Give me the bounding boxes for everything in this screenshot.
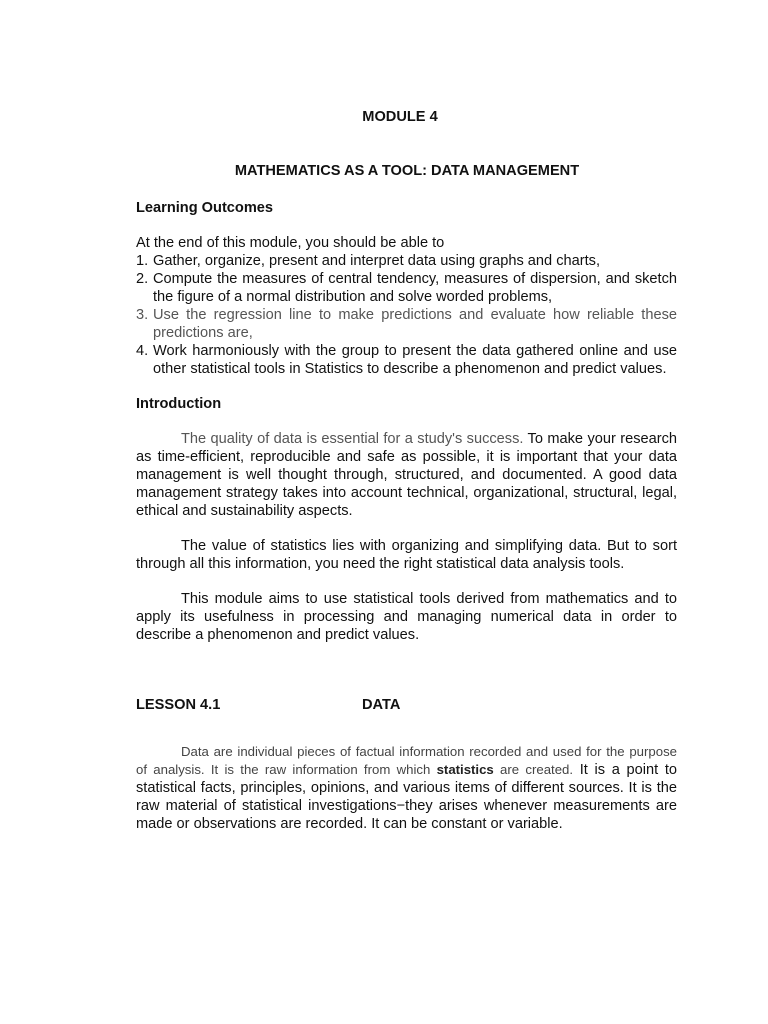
outcome-item [136, 252, 677, 270]
data-paragraph-rest: It is a point to statistical facts, principles, opinions, and various items of different sources. It is the raw material of statistical investigations−they arises whenever measurements are made or observations are recorded. It can be constant or variable. [136, 762, 677, 832]
lesson-name: DATA [362, 697, 401, 713]
outcome-text: Compute the measures of central tendency, measures of dispersion, and sketch the figure of a normal distribution and solve worded problems, [153, 271, 677, 305]
introduction-paragraph-rest: To make your research as time-efficient, reproducible and safe as possible, it is important that your data management is well thought through, structured, and documented. A good data management strategy takes into account technical, organizational, structural, legal, ethical and sustainability aspects. [136, 431, 677, 519]
outcome-text: Use the regression line to make predictions and evaluate how reliable these predictions are, [153, 307, 677, 341]
lesson-number: LESSON 4.1 [136, 697, 221, 713]
outcome-item [136, 342, 677, 378]
data-paragraph [136, 743, 677, 833]
learning-outcomes-list [136, 252, 677, 378]
introduction-paragraph: The value of statistics lies with organizing and simplifying data. But to sort through all this information, you need the right statistical data analysis tools. [136, 538, 677, 572]
outcome-item [136, 306, 677, 342]
outcome-item [136, 270, 677, 306]
module-title: MATHEMATICS AS A TOOL: DATA MANAGEMENT [234, 163, 580, 179]
outcome-text: Gather, organize, present and interpret data using graphs and charts, [153, 253, 601, 269]
introduction-paragraph [136, 430, 677, 520]
lesson-heading [136, 696, 677, 714]
module-label: MODULE 4 [362, 109, 438, 125]
data-definition-text: are created. [493, 762, 574, 777]
learning-outcomes-intro: At the end of this module, you should be able to [136, 235, 445, 251]
introduction-lead-sentence: The quality of data is essential for a study's success. [181, 431, 524, 447]
introduction-paragraph: This module aims to use statistical tools derived from mathematics and to apply its usefulness in processing and managing numerical data in order to describe a phenomenon and predict values. [136, 591, 677, 643]
outcome-number: 4. [136, 343, 149, 359]
outcome-number: 2. [136, 271, 149, 287]
outcome-number: 3. [136, 307, 149, 323]
data-definition-text: Data are individual pieces of factual information recorded and used for the purpose of analysis. It is the raw information from which [136, 744, 677, 777]
introduction-heading: Introduction [136, 396, 222, 412]
module-content [136, 199, 677, 644]
outcome-text: Work harmoniously with the group to present the data gathered online and use other statistical tools in Statistics to describe a phenomenon and predict values. [153, 343, 677, 377]
statistics-term: statistics [436, 762, 494, 777]
learning-outcomes-heading: Learning Outcomes [136, 200, 274, 216]
data-definition [136, 743, 677, 833]
outcome-number: 1. [136, 253, 149, 269]
